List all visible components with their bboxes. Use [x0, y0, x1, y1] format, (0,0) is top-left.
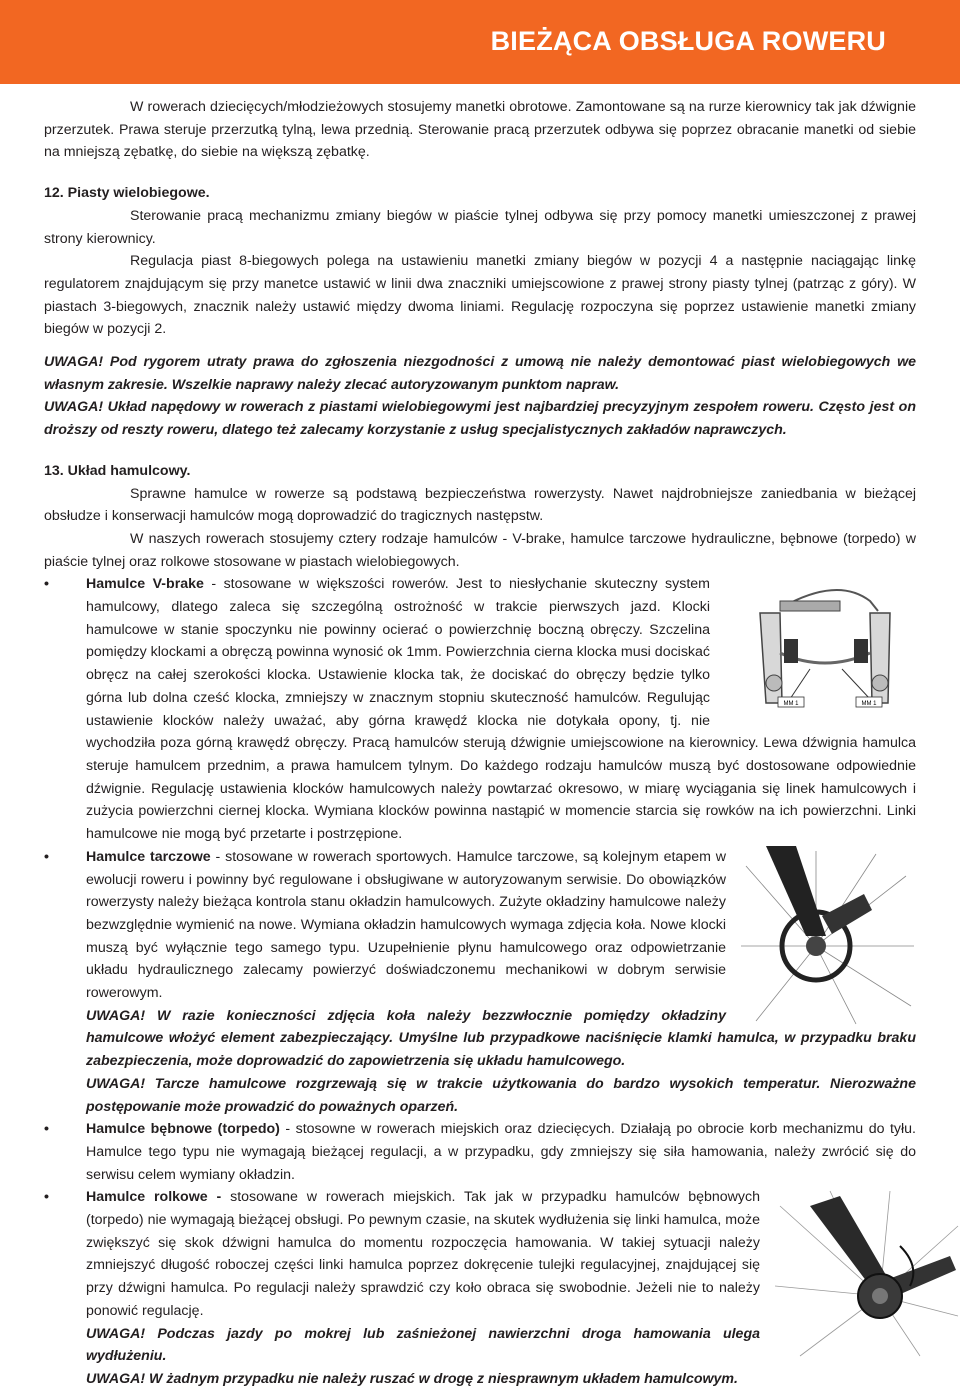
page-title: BIEŻĄCA OBSŁUGA ROWERU	[490, 26, 886, 56]
warning-disc-wheel-removal: UWAGA! W razie konieczności zdjęcia koła należy bezzwłocznie pomiędzy okładziny hamulcowe włożyć element zabezpieczający. Umyślne lub przypadkowe naciśnięcie klamki hamulca, w przypadku braku zabezpieczenia, może doprowadzić do zapowietrzenia się układu hamulcowego.	[86, 1007, 916, 1070]
roller-brake-illustration	[770, 1186, 960, 1358]
bullet-marker: •	[44, 1189, 49, 1206]
section-13-paragraph-2: W naszych rowerach stosujemy cztery rodzaje hamulców - V-brake, hamulce tarczowe hydrauliczne, bębnowe (torpedo) w piaście tylnej oraz rolkowe stosowane w piastach wielobiegowych.	[44, 530, 916, 570]
vbrake-label-left: MM 1	[783, 701, 799, 708]
vbrake-label-right: MM 1	[861, 701, 877, 708]
section-12-heading: 12. Piasty wielobiegowe.	[44, 185, 210, 202]
bullet-drum	[44, 1118, 916, 1186]
section-12-paragraph-1: Sterowanie pracą mechanizmu zmiany biegów w piaście tylnej odbywa się przy pomocy manetki umieszczonej z prawej strony kierownicy.	[44, 207, 916, 247]
warning-disc-temperature: UWAGA! Tarcze hamulcowe rozgrzewają się w trakcie użytkowania do bardzo wysokich temperatur. Nierozważne postępowanie może prowadzić do poważnych oparzeń.	[86, 1075, 916, 1115]
vbrake-figure	[720, 573, 916, 721]
disc-name: Hamulce tarczowe	[86, 848, 211, 865]
section-12-paragraph-2: Regulacja piast 8-biegowych polega na ustawieniu manetki zmiany biegów w pozycji 4 a następnie naciągając linkę regulatorem znajdującym się przy manetce ustawić w linii dwa znaczniki umiejscowione z prawej strony piasty tylnej (patrząc z góry). W piastach 3-biegowych, znacznik należy ustawić między dwoma liniami. Regulację rozpoczyna się poprzez ustawienie manetki zmiany biegów w pozycji 2.	[44, 253, 916, 338]
vbrake-name: Hamulce V-brake	[86, 576, 204, 593]
warning-drivetrain: UWAGA! Układ napędowy w rowerach z piastami wielobiegowymi jest najbardziej precyzyjnym zespołem roweru. Często jest on droższy od reszty roweru, dlatego też zalecamy korzystanie z usług specjalistycznych zakładów naprawczych.	[44, 399, 916, 439]
bullet-vbrake	[44, 573, 916, 845]
roller-text: stosowane w rowerach miejskich. Tak jak w przypadku hamulców bębnowych (torpedo) nie wymagają bieżącej obsługi. Po pewnym czasie, na skutek wydłużenia się linki hamulca, może zwiększyć się skok dźwigni hamulca do momentu rozpoczęcia hamowania. W takiej sytuacji należy zmniejszyć długość roboczej części linki hamulca poprzez dokręcenie tulejki regulacyjnej, znajdującej się przy dźwigni hamulca. Po regulacji należy sprawdzić czy koło obraca się swobodnie. Jeżeli nie to należy ponowić regulację.	[86, 1189, 760, 1319]
roller-brake-figure	[770, 1186, 960, 1358]
drum-name: Hamulce bębnowe (torpedo)	[86, 1121, 280, 1138]
disc-brake-illustration	[736, 846, 916, 1026]
bullet-marker: •	[44, 1121, 49, 1138]
bullet-disc	[44, 846, 916, 1118]
bullet-roller	[44, 1186, 916, 1390]
section-13-heading: 13. Układ hamulcowy.	[44, 462, 191, 479]
roller-name: Hamulce rolkowe -	[86, 1189, 222, 1206]
warning-hubs-disassembly: UWAGA! Pod rygorem utraty prawa do zgłoszenia niezgodności z umową nie należy demontować piast wielobiegowych we własnym zakresie. Wszelkie naprawy należy zlecać autoryzowanym punktom napraw.	[44, 354, 916, 393]
warning-wet-surface: UWAGA! Podczas jazdy po mokrej lub zaśnieżonej nawierzchni droga hamowania ulega wydłużeniu.	[86, 1325, 760, 1365]
vbrake-text: - stosowane w większości rowerów. Jest to niesłychanie skuteczny system hamulcowy, dlatego zaleca się szczególną ostrożność w trakcie pierwszych jazd. Klocki hamulcowe w stanie spoczynku nie powinny ocierać o powierzchnię boczną obręczy. Szczelina pomiędzy klockami a obręczą powinna wynosić ok 1mm. Powierzchnia cierna klocka musi dociskać obręcz na całej szerokości klocka. Ustawienie klocka tak, że dociskać do obręczy będzie tylko górna lub dolna cześć klocka, zmniejszy w znacznym stopniu skuteczność hamulców. Regulując ustawienie klocków należy uważać, aby górna krawędź klocka nie dotykała opony, tj. nie wychodziła poza górną krawędź obręczy. Pracą hamulców sterują dźwignie umiejscowione na kierownicy. Lewa dźwignia hamulca steruje hamulcem przednim, a prawa hamulcem tylnym. Do każdego rodzaju hamulców muszą być dostosowane odpowiednie dźwignie. Regulację ustawienia klocków hamulcowych należy powtarzać okresowo, w miarę wyciągania się linek hamulcowych i zużycia powierzchni ciernej klocka. Wymiana klocków powinna nastąpić w momencie starcia się rowków na ich powierzchni. Linki hamulcowe nie mogą być przetarte i postrzępione.	[86, 576, 916, 843]
disc-text: - stosowane w rowerach sportowych. Hamulce tarczowe, są kolejnym etapem w ewolucji roweru i powinny być regulowane i obsługiwane w autoryzowanym serwisie. Do obowiązków rowerzysty należy bieżąca kontrola stanu okładzin hamulcowych. Zużyte okładziny hamulcowe należy bezwzględnie wymienić na nowe. Wymiana okładzin hamulcowych wymaga zdjęcia koła. Nowe klocki muszą być wyłącznie tego samego typu. Uzupełnienie płynu hamulcowego oraz odpowietrzanie układu hydraulicznego zalecamy powierzyć doświadczonemu mechanikowi w dobrym serwisie rowerowym.	[86, 848, 727, 1002]
intro-paragraph: W rowerach dziecięcych/młodzieżowych stosujemy manetki obrotowe. Zamontowane są na rurze kierownicy tak jak dźwignie przerzutek. Prawa steruje przerzutką tylną, lewa przednią. Sterowanie pracą przerzutek odbywa się poprzez obracanie manetki od siebie na mniejszą zębatkę, do siebie na większą zębatkę.	[44, 99, 916, 161]
section-13-paragraph-1: Sprawne hamulce w rowerze są podstawą bezpieczeństwa rowerzysty. Nawet najdrobniejsze zaniedbania w bieżącej obsłudze i konserwacji hamulców mogą doprowadzić do tragicznych następstw.	[44, 485, 916, 525]
bullet-marker: •	[44, 848, 49, 865]
drum-text: - stosowne w rowerach miejskich oraz dziecięcych. Działają po obrocie korb mechanizmu do tyłu. Hamulce tego typu nie wymagają bieżącej regulacji, a w przypadku, gdy zmniejszy się siła hamowania, należy zwrócić się do serwisu celem wymiany okładzin.	[86, 1121, 916, 1183]
warning-faulty-brakes: UWAGA! W żadnym przypadku nie należy ruszać w drogę z niesprawnym układem hamulcowym.	[86, 1370, 738, 1387]
vbrake-illustration	[720, 573, 916, 721]
bullet-marker: •	[44, 576, 49, 593]
page-content	[44, 96, 916, 1391]
disc-brake-figure	[736, 846, 916, 1026]
